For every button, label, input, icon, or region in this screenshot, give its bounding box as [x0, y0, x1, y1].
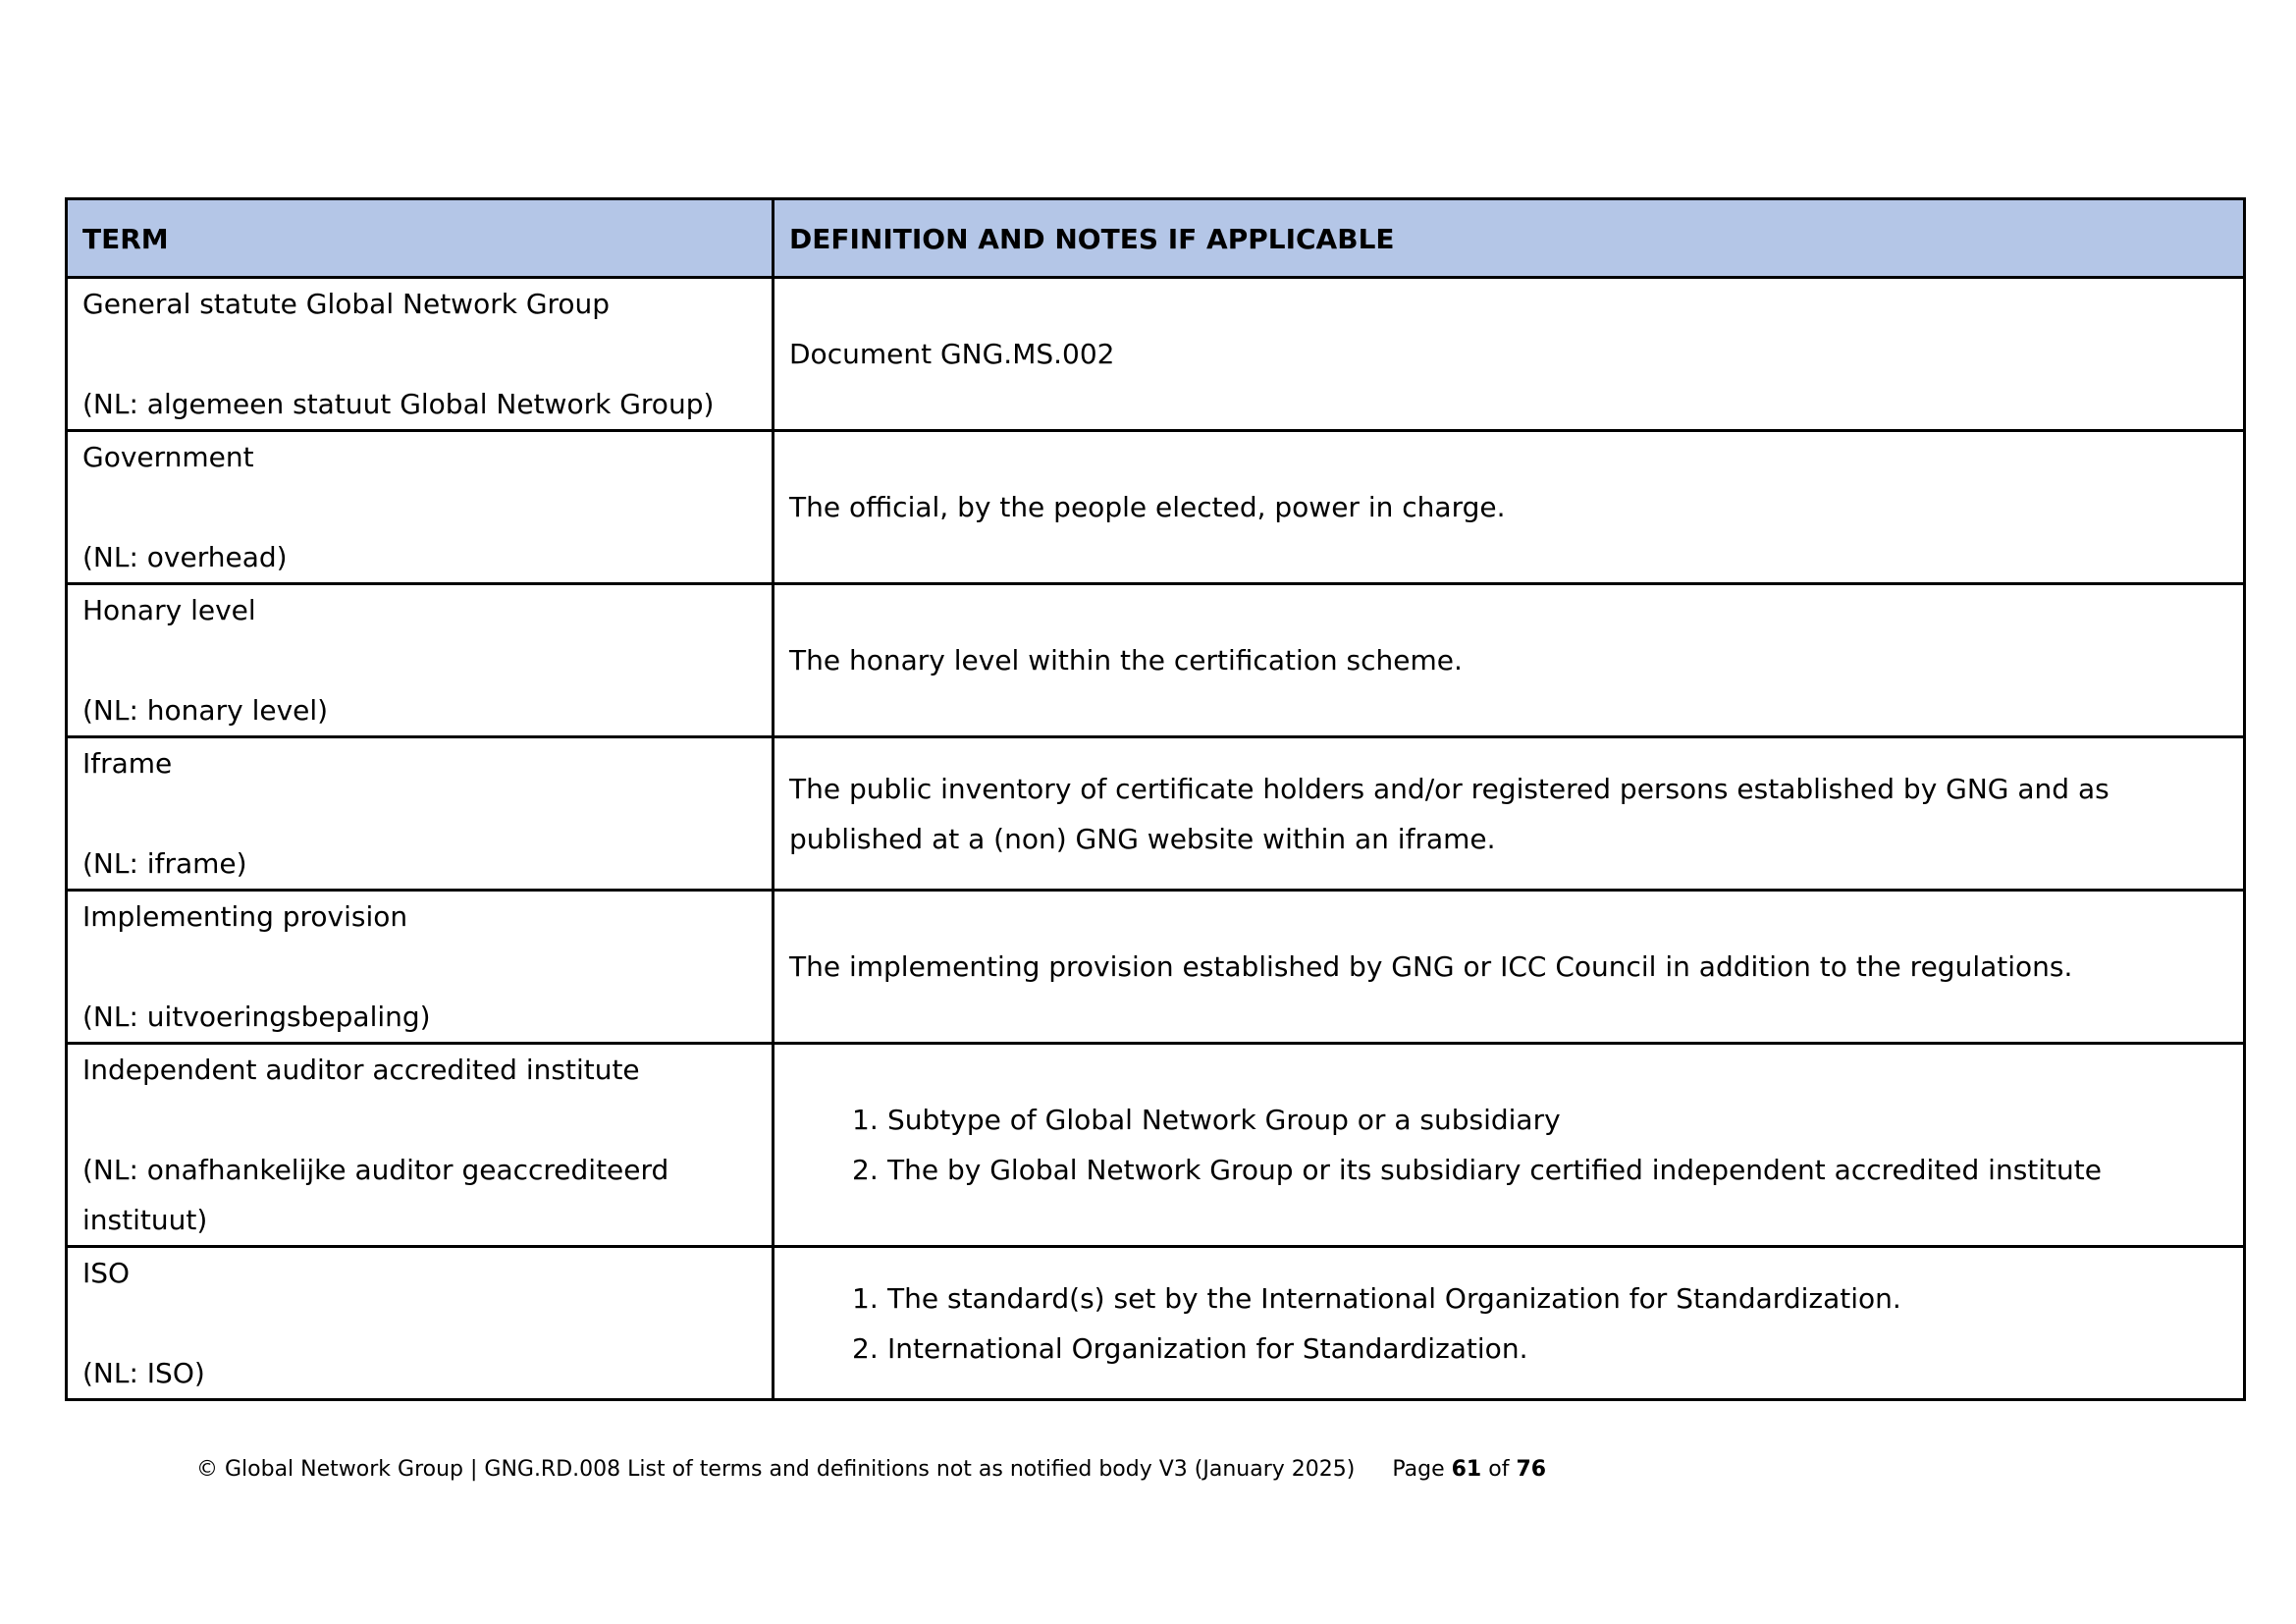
term-dutch: (NL: overhead): [82, 541, 288, 573]
table-row: [67, 891, 2245, 1044]
term-name: Implementing provision: [82, 900, 408, 933]
table-header-row: [67, 199, 2245, 278]
term-name: General statute Global Network Group: [82, 288, 611, 320]
term-name: Iframe: [82, 747, 173, 780]
page-of: of: [1488, 1457, 1510, 1482]
definition-list: [789, 1095, 2228, 1195]
term-dutch: (NL: iframe): [82, 847, 247, 880]
list-number: 2.: [852, 1331, 879, 1365]
term-cell: [67, 584, 774, 737]
header-term: TERM: [67, 199, 774, 278]
term-cell: [67, 737, 774, 891]
definition-text: The official, by the people elected, power in charge.: [789, 491, 1506, 523]
term-cell: [67, 431, 774, 584]
list-item-text: The by Global Network Group or its subsidiary certified independent accredited institute: [887, 1154, 2102, 1186]
table-row: [67, 1044, 2245, 1247]
term-dutch: (NL: onafhankelijke auditor geaccrediteerd instituut): [82, 1154, 669, 1236]
list-item: [852, 1273, 2228, 1324]
list-item-text: The standard(s) set by the International Organization for Standardization.: [887, 1281, 1901, 1315]
term-dutch: (NL: uitvoeringsbepaling): [82, 1001, 431, 1033]
definition-cell: [774, 278, 2245, 431]
list-item: [852, 1324, 2228, 1374]
term-name: Honary level: [82, 594, 256, 626]
term-name: ISO: [82, 1257, 131, 1289]
list-number: 1.: [852, 1281, 879, 1315]
term-cell: [67, 1247, 774, 1400]
definition-cell: [774, 584, 2245, 737]
list-number: 1.: [852, 1104, 879, 1136]
header-definition: DEFINITION AND NOTES IF APPLICABLE: [774, 199, 2245, 278]
table-row: [67, 431, 2245, 584]
list-item: [852, 1095, 2228, 1145]
table-row: [67, 1247, 2245, 1400]
term-cell: [67, 278, 774, 431]
page-label: Page: [1392, 1457, 1445, 1482]
term-name: Independent auditor accredited institute: [82, 1054, 640, 1086]
definition-cell: [774, 891, 2245, 1044]
definition-text: Document GNG.MS.002: [789, 338, 1115, 370]
term-cell: [67, 891, 774, 1044]
term-dutch: (NL: ISO): [82, 1357, 205, 1389]
table-row: [67, 737, 2245, 891]
definition-cell: [774, 1247, 2245, 1400]
list-item: [852, 1145, 2228, 1195]
table-row: [67, 584, 2245, 737]
definition-text: The honary level within the certification scheme.: [789, 644, 1463, 677]
page-current: 61: [1451, 1457, 1482, 1482]
definition-text: The public inventory of certificate holders and/or registered persons established by GNG and as published at a (non) GNG website within an iframe.: [789, 772, 2109, 855]
definition-text: The implementing provision established by GNG or ICC Council in addition to the regulations.: [789, 950, 2073, 983]
term-cell: [67, 1044, 774, 1247]
term-name: Government: [82, 441, 254, 473]
terms-table: [65, 197, 2246, 1401]
definition-cell: [774, 737, 2245, 891]
definition-list: [789, 1273, 2228, 1374]
page-number: [1392, 1457, 1546, 1482]
definition-cell: [774, 1044, 2245, 1247]
definition-cell: [774, 431, 2245, 584]
term-dutch: (NL: algemeen statuut Global Network Group): [82, 388, 715, 420]
list-item-text: International Organization for Standardization.: [887, 1331, 1528, 1365]
list-number: 2.: [852, 1154, 879, 1186]
page-footer: [196, 1457, 1546, 1482]
table-row: [67, 278, 2245, 431]
term-dutch: (NL: honary level): [82, 694, 329, 727]
list-item-text: Subtype of Global Network Group or a subsidiary: [887, 1104, 1561, 1136]
page-total: 76: [1516, 1457, 1547, 1482]
footer-copyright: © Global Network Group | GNG.RD.008 List of terms and definitions not as notified body V3 (January 2025): [196, 1457, 1356, 1482]
